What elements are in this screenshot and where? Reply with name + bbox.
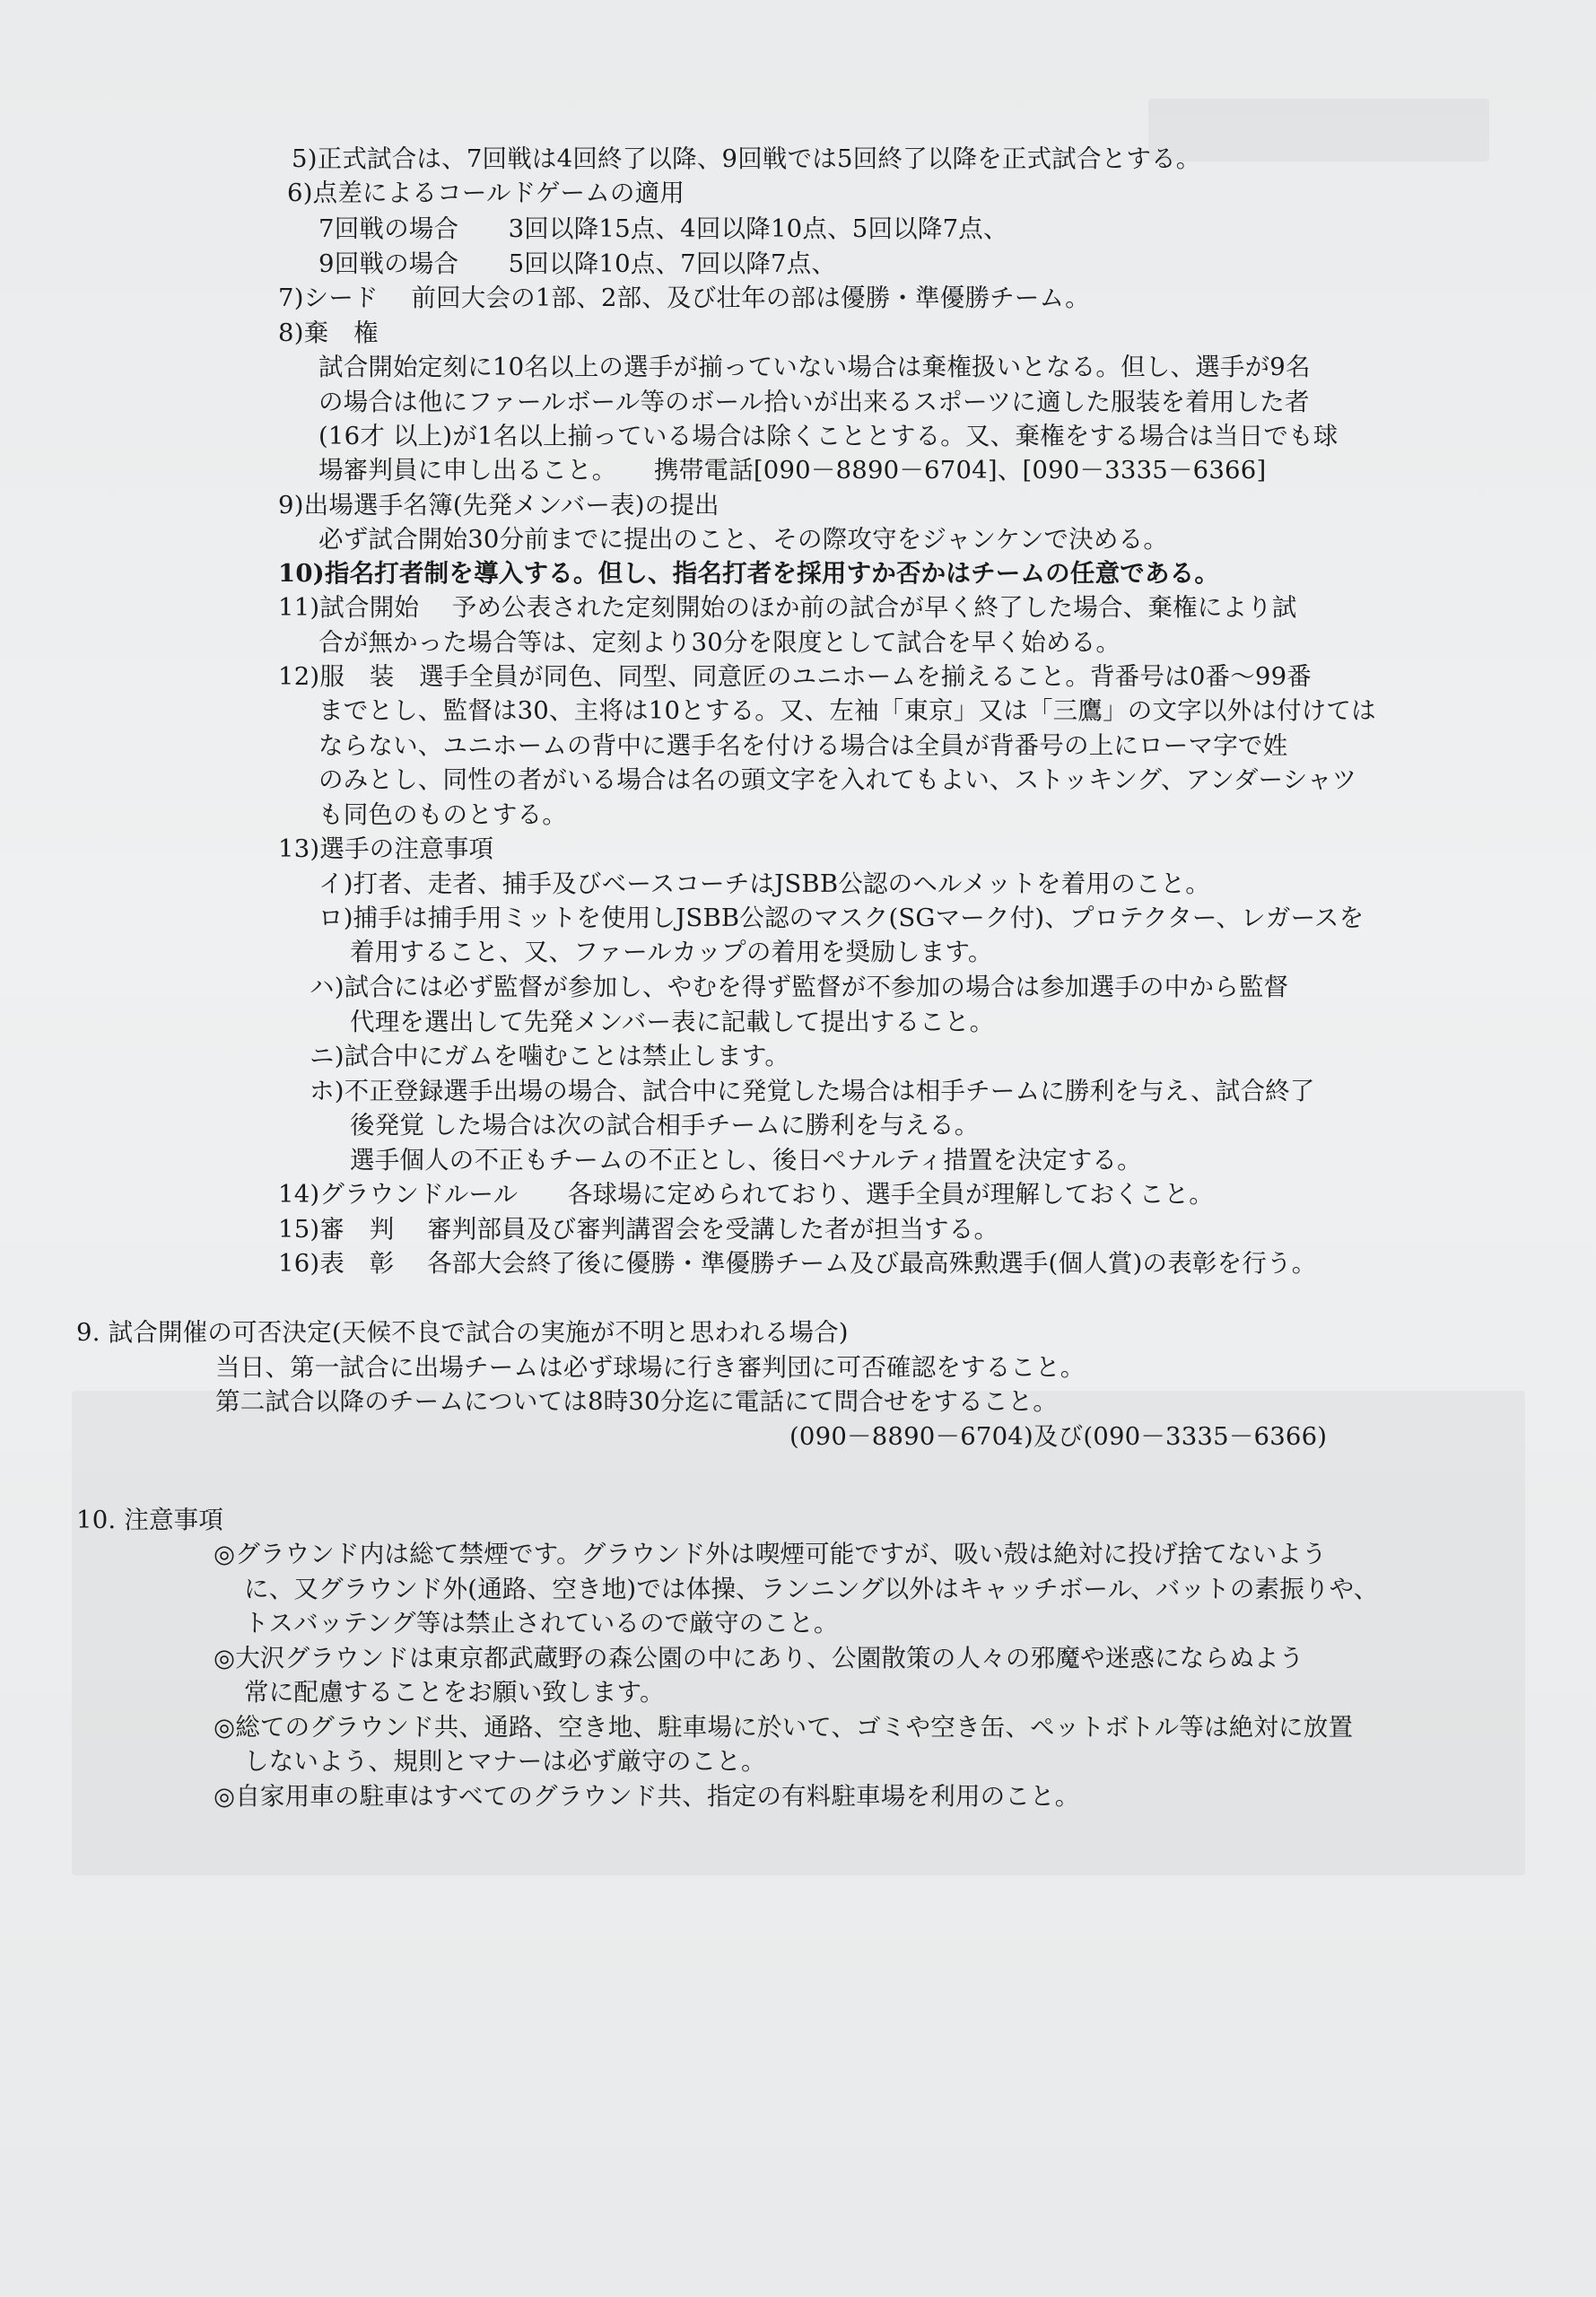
rule-8-text-2: の場合は他にファールボール等のボール拾いが出来るスポーツに適した服装を着用した者: [318, 388, 1310, 416]
rule-8-text-1: 試合開始定刻に10名以上の選手が揃っていない場合は棄権扱いとなる。但し、選手が9名: [318, 353, 1311, 381]
section-9-text-1: 当日、第一試合に出場チームは必ず球場に行き審判団に可否確認をすること。: [215, 1353, 1086, 1382]
section-9-phone: (090－8890－6704)及び(090－3335－6366): [789, 1422, 1328, 1451]
rule-5-official-game: 5)正式試合は、7回戦は4回終了以降、9回戦では5回終了以降を正式試合とする。: [292, 144, 1201, 173]
rule-9-text: 必ず試合開始30分前までに提出のこと、その際攻守をジャンケンで決める。: [318, 525, 1169, 554]
rule-13-ho-cont-2: 選手個人の不正もチームの不正とし、後日ペナルティ措置を決定する。: [350, 1146, 1142, 1175]
notice-smoking-2: に、又グラウンド外(通路、空き地)では体操、ランニング以外はキャッチボール、バットの素振りや、: [244, 1575, 1379, 1603]
section-9-heading: 9. 試合開催の可否決定(天候不良で試合の実施が不明と思われる場合): [76, 1318, 849, 1347]
rule-6-called-game: 6)点差によるコールドゲームの適用: [287, 179, 685, 207]
rule-8-forfeit: 8)棄 権: [278, 319, 379, 347]
rule-13-ho-cont-1: 後発覚 した場合は次の試合相手チームに勝利を与える。: [350, 1111, 980, 1140]
notice-litter-2: しないよう、規則とマナーは必ず厳守のこと。: [244, 1747, 766, 1776]
notice-parking: ◎自家用車の駐車はすべてのグラウンド共、指定の有料駐車場を利用のこと。: [214, 1782, 1080, 1811]
rule-6-seven-innings: 7回戦の場合 3回以降15点、4回以降10点、5回以降7点、: [318, 214, 1008, 243]
rule-12-text-3: のみとし、同性の者がいる場合は名の頭文字を入れてもよい、ストッキング、アンダーシャツ: [318, 765, 1357, 794]
rule-13-ha-cont: 代理を選出して先発メンバー表に記載して提出すること。: [350, 1008, 995, 1036]
rule-13-ho: ホ)不正登録選手出場の場合、試合中に発覚した場合は相手チームに勝利を与え、試合終了: [310, 1077, 1315, 1105]
rule-6-nine-innings: 9回戦の場合 5回以降10点、7回以降7点、: [318, 249, 837, 278]
rule-8-text-3: (16才 以上)が1名以上揃っている場合は除くこととする。又、棄権をする場合は当日でも球: [318, 422, 1339, 450]
rule-12-uniform: 12)服 装 選手全員が同色、同型、同意匠のユニホームを揃えること。背番号は0番～99番: [278, 662, 1313, 691]
notice-smoking-1: ◎グラウンド内は総て禁煙です。グラウンド外は喫煙可能ですが、吸い殻は絶対に投げ捨てないよう: [214, 1540, 1327, 1568]
rule-13-i: イ)打者、走者、捕手及びベースコーチはJSBB公認のヘルメットを着用のこと。: [318, 869, 1210, 898]
notice-osawa-1: ◎大沢グラウンドは東京都武蔵野の森公園の中にあり、公園散策の人々の邪魔や迷惑にならぬよう: [214, 1644, 1304, 1673]
rule-8-text-4: 場審判員に申し出ること。 携帯電話[090－8890－6704]、[090－3335－6366]: [318, 456, 1267, 485]
rule-12-text-1: までとし、監督は30、主将は10とする。又、左袖「東京」又は「三鷹」の文字以外は付けては: [318, 696, 1376, 725]
rule-11-text: 合が無かった場合等は、定刻より30分を限度として試合を早く始める。: [318, 628, 1121, 657]
rule-13-ha: ハ)試合には必ず監督が参加し、やむを得ず監督が不参加の場合は参加選手の中から監督: [310, 973, 1289, 1001]
section-10-heading: 10. 注意事項: [76, 1506, 224, 1534]
rule-11-start: 11)試合開始 予め公表された定刻開始のほか前の試合が早く終了した場合、棄権により試: [278, 593, 1297, 622]
rule-13-ni: ニ)試合中にガムを噛むことは禁止します。: [310, 1042, 790, 1070]
rule-14-ground-rules: 14)グラウンドルール 各球場に定められており、選手全員が理解しておくこと。: [278, 1180, 1214, 1209]
rule-13-ro: ロ)捕手は捕手用ミットを使用しJSBB公認のマスク(SGマーク付)、プロテクター、レガースを: [318, 904, 1365, 932]
rule-15-umpire: 15)審 判 審判部員及び審判講習会を受講した者が担当する。: [278, 1215, 999, 1244]
rule-13-ro-cont: 着用すること、又、ファールカップの着用を奨励します。: [350, 938, 993, 966]
notice-smoking-3: トスバッテング等は禁止されているので厳守のこと。: [244, 1609, 839, 1638]
rule-13-player-notes: 13)選手の注意事項: [278, 834, 494, 863]
rule-12-text-4: も同色のものとする。: [318, 800, 567, 829]
section-9-text-2: 第二試合以降のチームについては8時30分迄に電話にて問合せをすること。: [215, 1387, 1058, 1416]
rule-10-dh: 10)指名打者制を導入する。但し、指名打者を採用すか否かはチームの任意である。: [278, 559, 1220, 588]
notice-osawa-2: 常に配慮することをお願い致します。: [244, 1678, 665, 1707]
rule-9-roster: 9)出場選手名簿(先発メンバー表)の提出: [278, 491, 720, 520]
rule-16-award: 16)表 彰 各部大会終了後に優勝・準優勝チーム及び最高殊勲選手(個人賞)の表彰を行う。: [278, 1249, 1317, 1278]
rule-12-text-2: ならない、ユニホームの背中に選手名を付ける場合は全員が背番号の上にローマ字で姓: [318, 731, 1288, 760]
rule-7-seed: 7)シード 前回大会の1部、2部、及び壮年の部は優勝・準優勝チーム。: [278, 284, 1090, 312]
notice-litter-1: ◎総てのグラウンド共、通路、空き地、駐車場に於いて、ゴミや空き缶、ペットボトル等は絶対に放置: [214, 1713, 1354, 1742]
